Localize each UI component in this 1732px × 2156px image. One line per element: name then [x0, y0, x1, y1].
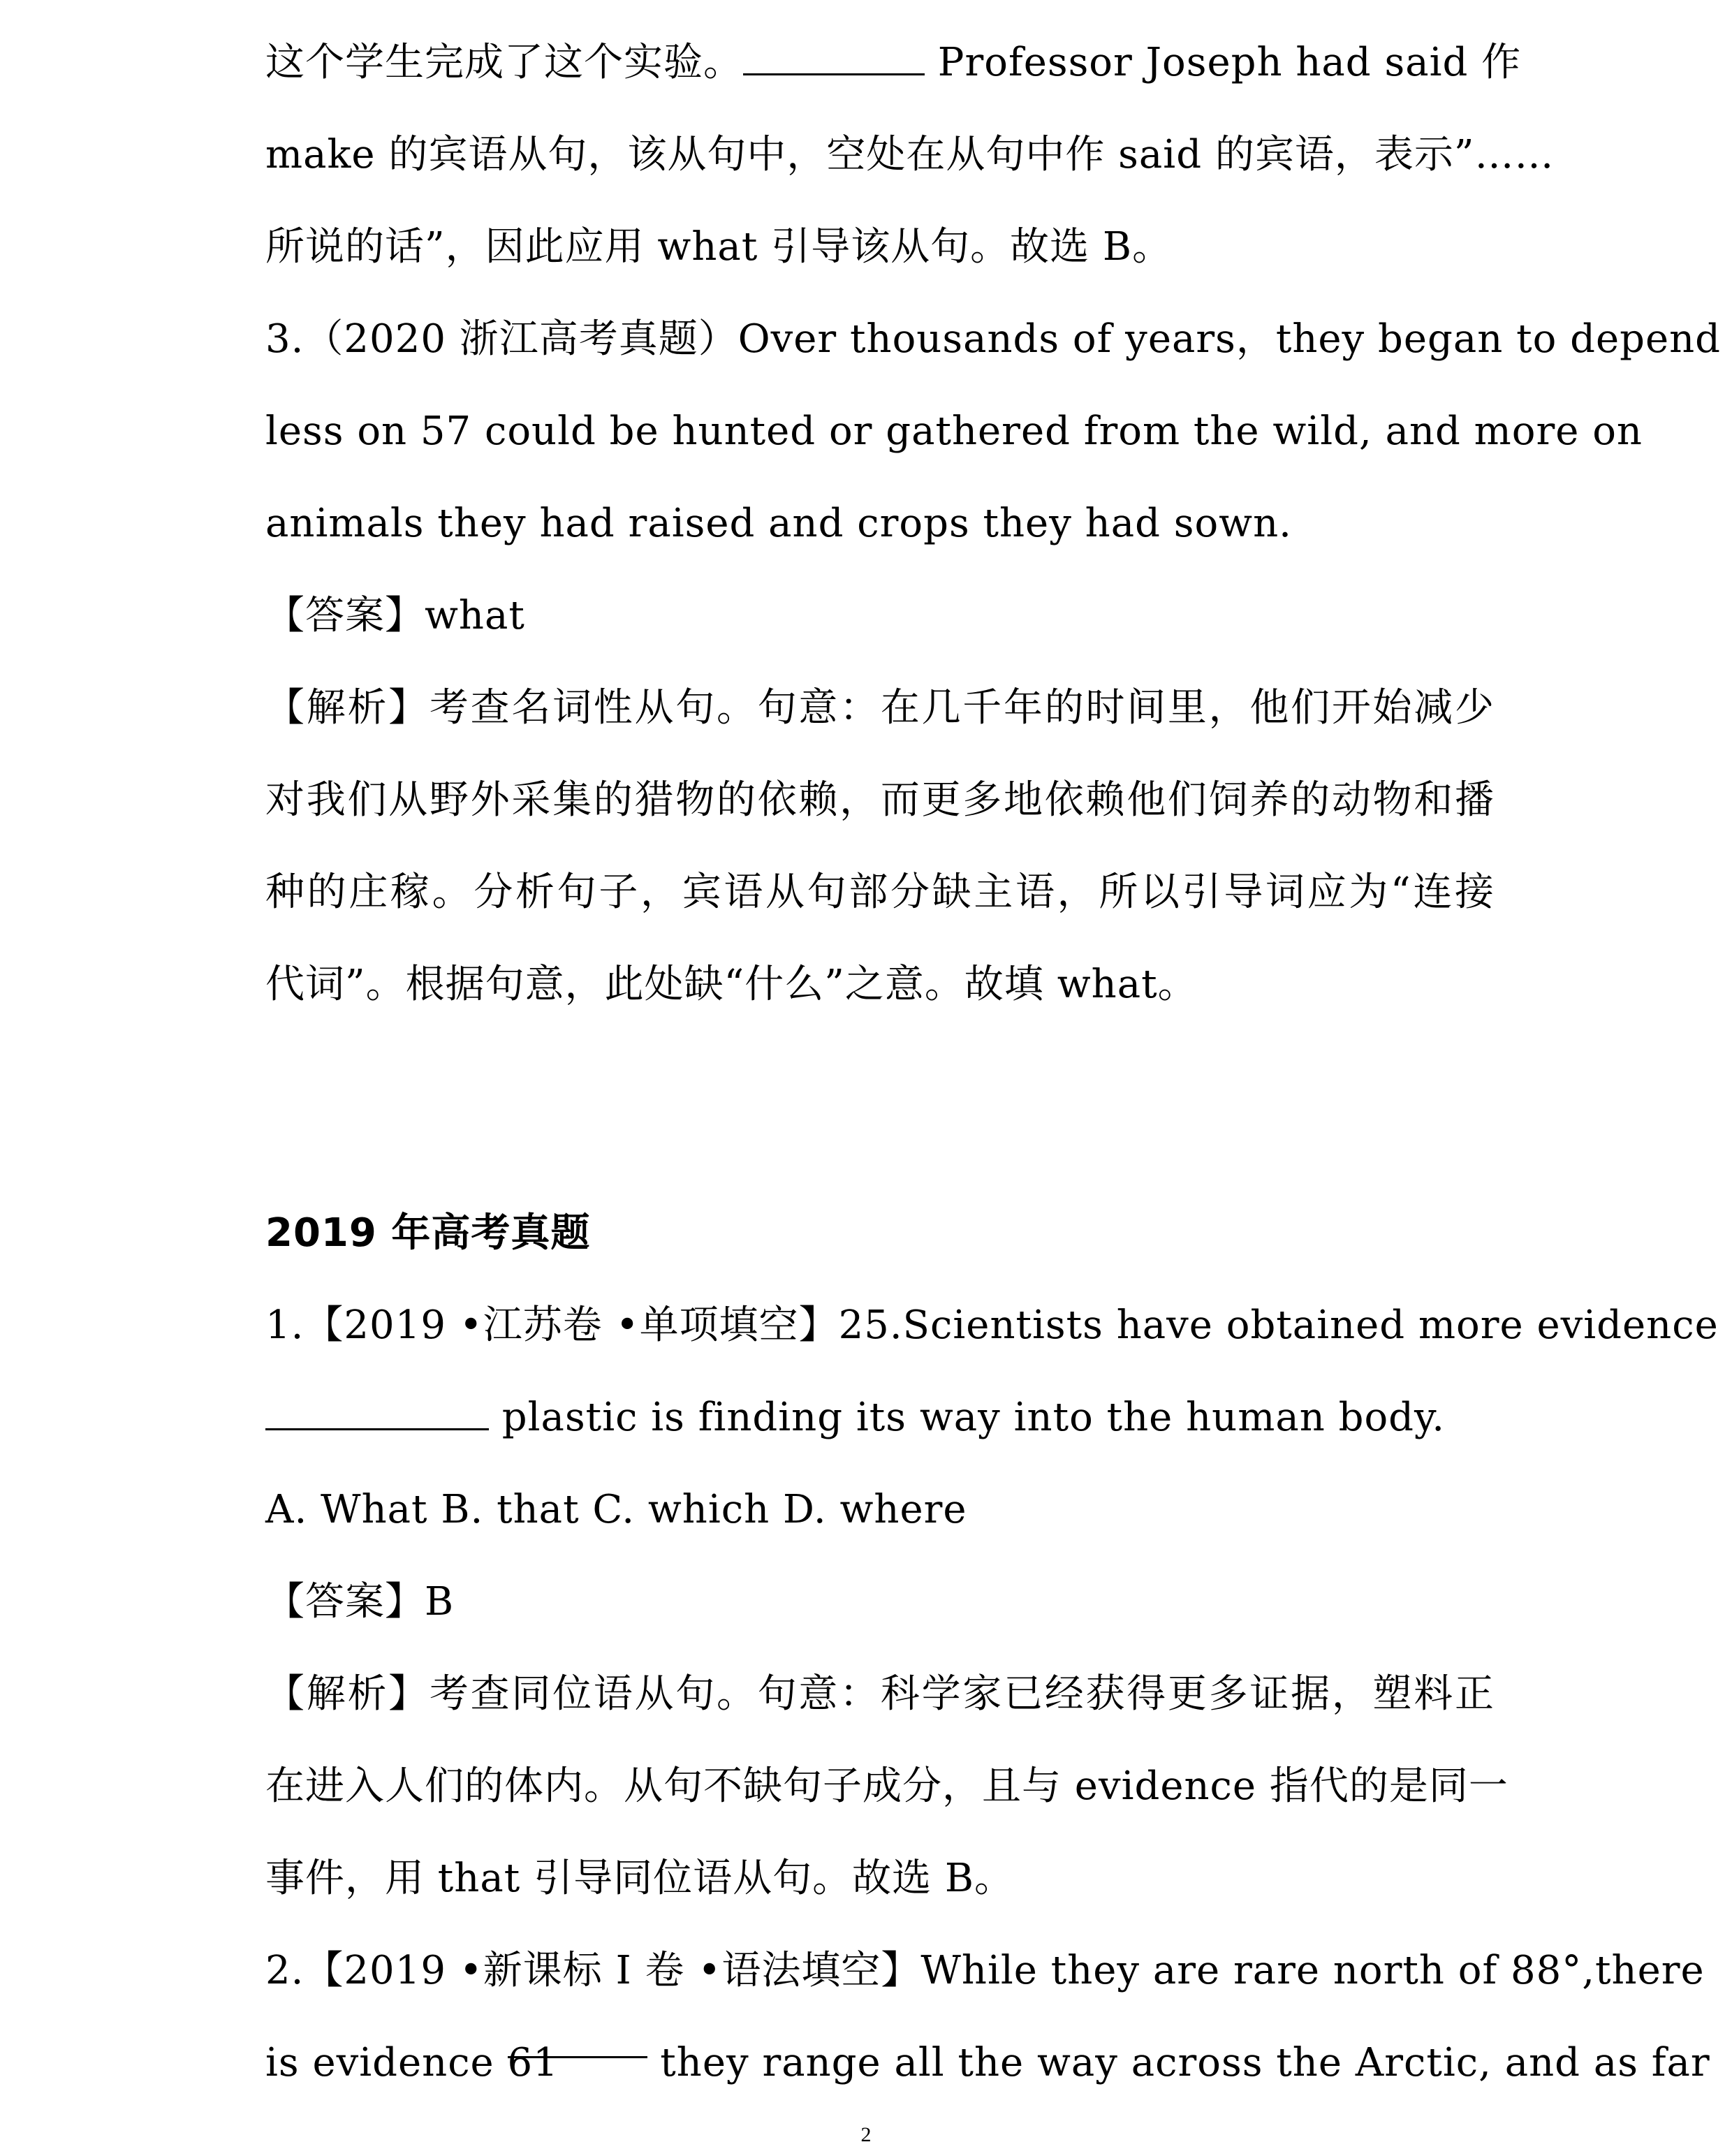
- line-text: they range all the way across the Arctic, and as far: [647, 2040, 1710, 2085]
- text-line: 所说的话”，因此应用 what 引导该从句。故选 B。: [265, 224, 1173, 270]
- question-heading: 3.（2020 浙江高考真题）Over thousands of years，they began to depend: [265, 316, 1721, 362]
- analysis-line: 【解析】考查同位语从句。句意：科学家已经获得更多证据，塑料正: [265, 1671, 1495, 1717]
- question-heading: 2.【2019 •新课标 I 卷 •语法填空】While they are rare north of 88°,there: [265, 1948, 1705, 1993]
- text-line: [265, 1372, 1495, 1464]
- analysis-line: 【解析】考查名词性从句。句意：在几千年的时间里，他们开始减少: [265, 685, 1495, 731]
- text-line: less on 57 could be hunted or gathered from the wild, and more on: [265, 409, 1643, 454]
- text-line: [265, 17, 1522, 109]
- line-text: is evidence: [265, 2040, 508, 2085]
- text-line: 事件，用 that 引导同位语从句。故选 B。: [265, 1856, 1015, 1901]
- text-line: 对我们从野外采集的猎物的依赖，而更多地依赖他们饲养的动物和播: [265, 777, 1495, 823]
- line-text: Professor Joseph had said 作: [925, 40, 1522, 85]
- page-number: 2: [860, 2123, 872, 2146]
- answer-blank: 61: [508, 2017, 647, 2058]
- answer-blank: [743, 34, 925, 75]
- text-line: 在进入人们的体内。从句不缺句子成分，且与 evidence 指代的是同一: [265, 1763, 1509, 1809]
- question-heading: 1.【2019 •江苏卷 •单项填空】25.Scientists have obtained more evidence: [265, 1303, 1719, 1348]
- options-line: A. What B. that C. which D. where: [265, 1487, 967, 1532]
- text-line: 代词”。根据句意，此处缺“什么”之意。故填 what。: [265, 962, 1198, 1007]
- line-text: plastic is finding its way into the human body.: [489, 1395, 1446, 1440]
- answer-blank: [265, 1389, 489, 1430]
- line-text: 这个学生完成了这个实验。: [265, 40, 743, 85]
- text-line: 种的庄稼。分析句子，宾语从句部分缺主语，所以引导词应为“连接: [265, 870, 1495, 915]
- text-line: animals they had raised and crops they had sown.: [265, 501, 1292, 546]
- section-heading: 2019 年高考真题: [265, 1210, 591, 1256]
- answer-line: 【答案】what: [265, 593, 525, 638]
- answer-line: 【答案】B: [265, 1579, 455, 1625]
- text-line: [265, 2017, 1710, 2109]
- text-line: make 的宾语从句，该从句中，空处在从句中作 said 的宾语，表示”……: [265, 132, 1555, 177]
